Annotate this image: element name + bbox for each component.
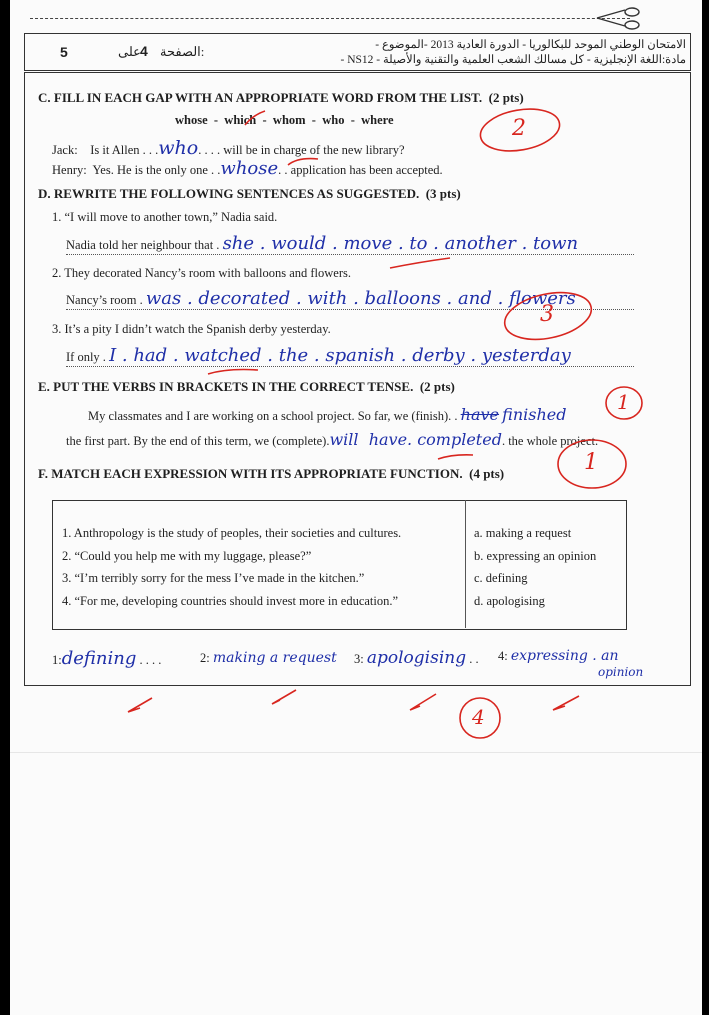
score-e2: 1 (584, 450, 598, 475)
f-answer-3: 3: apologising . . (354, 648, 479, 668)
grading-marks (10, 0, 702, 780)
page-num: 4 (140, 43, 148, 59)
word-list: whose - which - whom - who - where (175, 113, 394, 127)
score-d: 3 (540, 302, 554, 327)
page-label: الصفحة: (160, 44, 205, 59)
jack-line: Jack: Is it Allen . . .who. . . . will be in charge of the new library? (52, 137, 405, 159)
d-answer-line-1: Nadia told her neighbour that . she . would . move . to . another . town (66, 233, 634, 255)
handwritten-answer-whose: whose (220, 158, 279, 179)
page-of: على (118, 44, 141, 59)
score-c: 2 (512, 116, 526, 141)
section-e-title: E. PUT THE VERBS IN BRACKETS IN THE CORRECT TENSE. (2 pts) (38, 379, 455, 394)
page-total: 5 (60, 44, 68, 60)
expression-item: 2. “Could you help me with my luggage, please?” (62, 548, 312, 563)
d-prompt-1: 1. “I will move to another town,” Nadia said. (52, 210, 278, 224)
jack-speaker: Jack: (52, 143, 78, 157)
handwritten-answer-who: who (158, 137, 199, 159)
exam-page (10, 0, 702, 1015)
score-f: 4 (472, 705, 485, 729)
expression-item: 3. “I’m terribly sorry for the mess I’ve made in the kitchen.” (62, 571, 365, 585)
function-item: b. expressing an opinion (474, 548, 597, 563)
f-answer-2: 2: making a request (200, 650, 337, 666)
d-prompt-2: 2. They decorated Nancy’s room with balloons and flowers. (52, 266, 351, 280)
d-answer-line-3: If only . I . had . watched . the . spanish . derby . yesterday (66, 345, 634, 367)
section-f-title: F. MATCH EACH EXPRESSION WITH ITS APPROPRIATE FUNCTION. (4 pts) (38, 466, 505, 481)
henry-line: Henry: Yes. He is the only one . .whose. . application has been accepted. (52, 158, 443, 179)
page-fold-line (10, 752, 702, 753)
e-line-2: the first part. By the end of this term, we (complete).will have. completed. the whole project. (66, 430, 599, 449)
expression-item: 4. “For me, developing countries should invest more in education.” (62, 593, 399, 608)
score-e1: 1 (617, 390, 630, 414)
e-line-1: My classmates and I are working on a school project. So far, we (finish). . have finished (88, 405, 567, 424)
henry-speaker: Henry: (52, 163, 87, 177)
f-answer-4-continued: opinion (598, 665, 644, 679)
d-answer-line-2: Nancy’s room . was . decorated . with . balloons . and . flowers (66, 288, 634, 310)
section-d-title: D. REWRITE THE FOLLOWING SENTENCES AS SUGGESTED. (3 pts) (38, 186, 461, 201)
header-line-2: مادة:اللغة الإنجليزية - كل مسالك الشعب العلمية والتقنية والأصيلة - NS12 - (340, 54, 686, 66)
f-answer-1: 1:defining . . . . (52, 648, 162, 669)
function-item: d. apologising (474, 593, 545, 608)
section-c-title: C. FILL IN EACH GAP WITH AN APPROPRIATE WORD FROM THE LIST. (2 pts) (38, 90, 524, 105)
f-answer-4: 4: expressing . an (498, 648, 619, 664)
expression-item: 1. Anthropology is the study of peoples, their societies and cultures. (62, 526, 402, 540)
d-prompt-3: 3. It’s a pity I didn’t watch the Spanish derby yesterday. (52, 322, 331, 336)
header-line-1: الامتحان الوطني الموحد للبكالوريا - الدورة العادية 2013 -الموضوع - (375, 39, 686, 51)
function-item: c. defining (474, 571, 528, 585)
function-item: a. making a request (474, 526, 572, 540)
